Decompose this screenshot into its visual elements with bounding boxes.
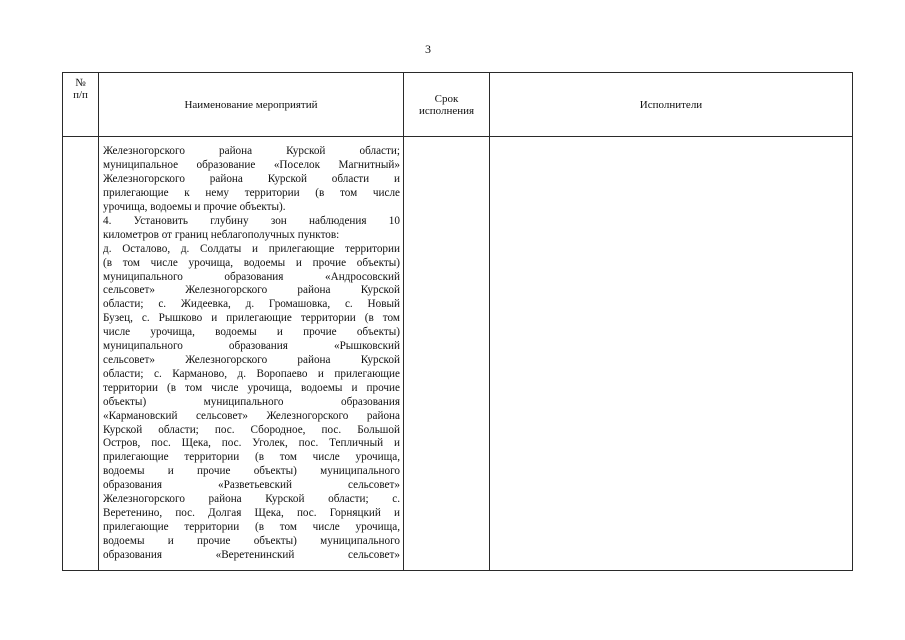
text-line: водоемы и прочие объекты) муниципального: [103, 465, 400, 478]
text-line: сельсовет» Железногорского района Курской: [103, 354, 400, 366]
text-line: муниципальное образование «Поселок Магнитный»: [103, 159, 400, 172]
header-term-line2: исполнения: [418, 104, 475, 117]
text-line: Железногорского района Курской области;: [103, 145, 400, 158]
page-number: 3: [425, 42, 431, 56]
text-line: числе урочища, водоемы и прочие объекты): [103, 326, 400, 339]
text-line: прилегающие территории (в том числе урочища,: [103, 520, 400, 533]
text-line: образования «Веретенинский сельсовет»: [103, 548, 400, 561]
header-number: [63, 73, 99, 137]
text-line: прилегающие к нему территории (в том числе: [103, 187, 400, 200]
cell-executors: [490, 137, 853, 571]
header-number-abbrev: п/п: [73, 89, 88, 101]
header-term-line1: Срок: [434, 92, 459, 105]
text-line: Железногорского района Курской области и: [103, 173, 400, 186]
cell-number: [63, 137, 99, 571]
text-line: Бузец, с. Рышково и прилегающие территории (в том: [103, 312, 400, 325]
text-line: Веретенино, пос. Долгая Щека, пос. Горняцкий и: [103, 506, 400, 519]
text-line: образования «Разветьевский сельсовет»: [103, 479, 400, 492]
text-line: д. Осталово, д. Солдаты и прилегающие территории: [103, 242, 400, 255]
text-line: Остров, пос. Щека, пос. Уголек, пос. Тепличный и: [103, 437, 400, 450]
text-line: водоемы и прочие объекты) муниципального: [103, 534, 400, 547]
text-line: муниципального образования «Андросовский: [103, 270, 400, 283]
text-line: «Кармановский сельсовет» Железногорского района: [103, 409, 400, 422]
text-line: сельсовет» Железногорского района Курской: [103, 284, 400, 297]
events-table: [62, 72, 853, 571]
header-event-name: Наименование мероприятий: [99, 73, 404, 137]
text-line: прилегающие территории (в том числе урочища,: [103, 451, 400, 464]
text-line: Курской области; пос. Сбородное, пос. Большой: [103, 423, 400, 436]
table-header-row: [63, 73, 853, 137]
text-line: муниципального образования «Рышковский: [103, 340, 400, 353]
text-line: Железногорского района Курской области; с.: [103, 493, 400, 506]
cell-term: [404, 137, 490, 571]
text-line: области; с. Жидеевка, д. Громашовка, с. Новый: [103, 298, 400, 311]
header-term: [404, 73, 490, 137]
text-line: урочища, водоемы и прочие объекты).: [103, 201, 286, 214]
text-line: территории (в том числе урочища, водоемы и прочие: [103, 381, 400, 394]
text-line: (в том числе урочища, водоемы и прочие объекты): [103, 256, 400, 269]
table-row: [63, 137, 853, 571]
header-executors: Исполнители: [490, 73, 853, 137]
text-line: области; с. Карманово, д. Воропаево и прилегающие: [103, 367, 400, 380]
text-line: 4. Установить глубину зон наблюдения 10: [103, 214, 400, 227]
cell-event-text: [99, 137, 404, 571]
header-number-symbol: №: [75, 77, 86, 89]
text-line: объекты) муниципального образования: [103, 395, 400, 408]
text-line: километров от границ неблагополучных пунктов:: [103, 228, 340, 241]
